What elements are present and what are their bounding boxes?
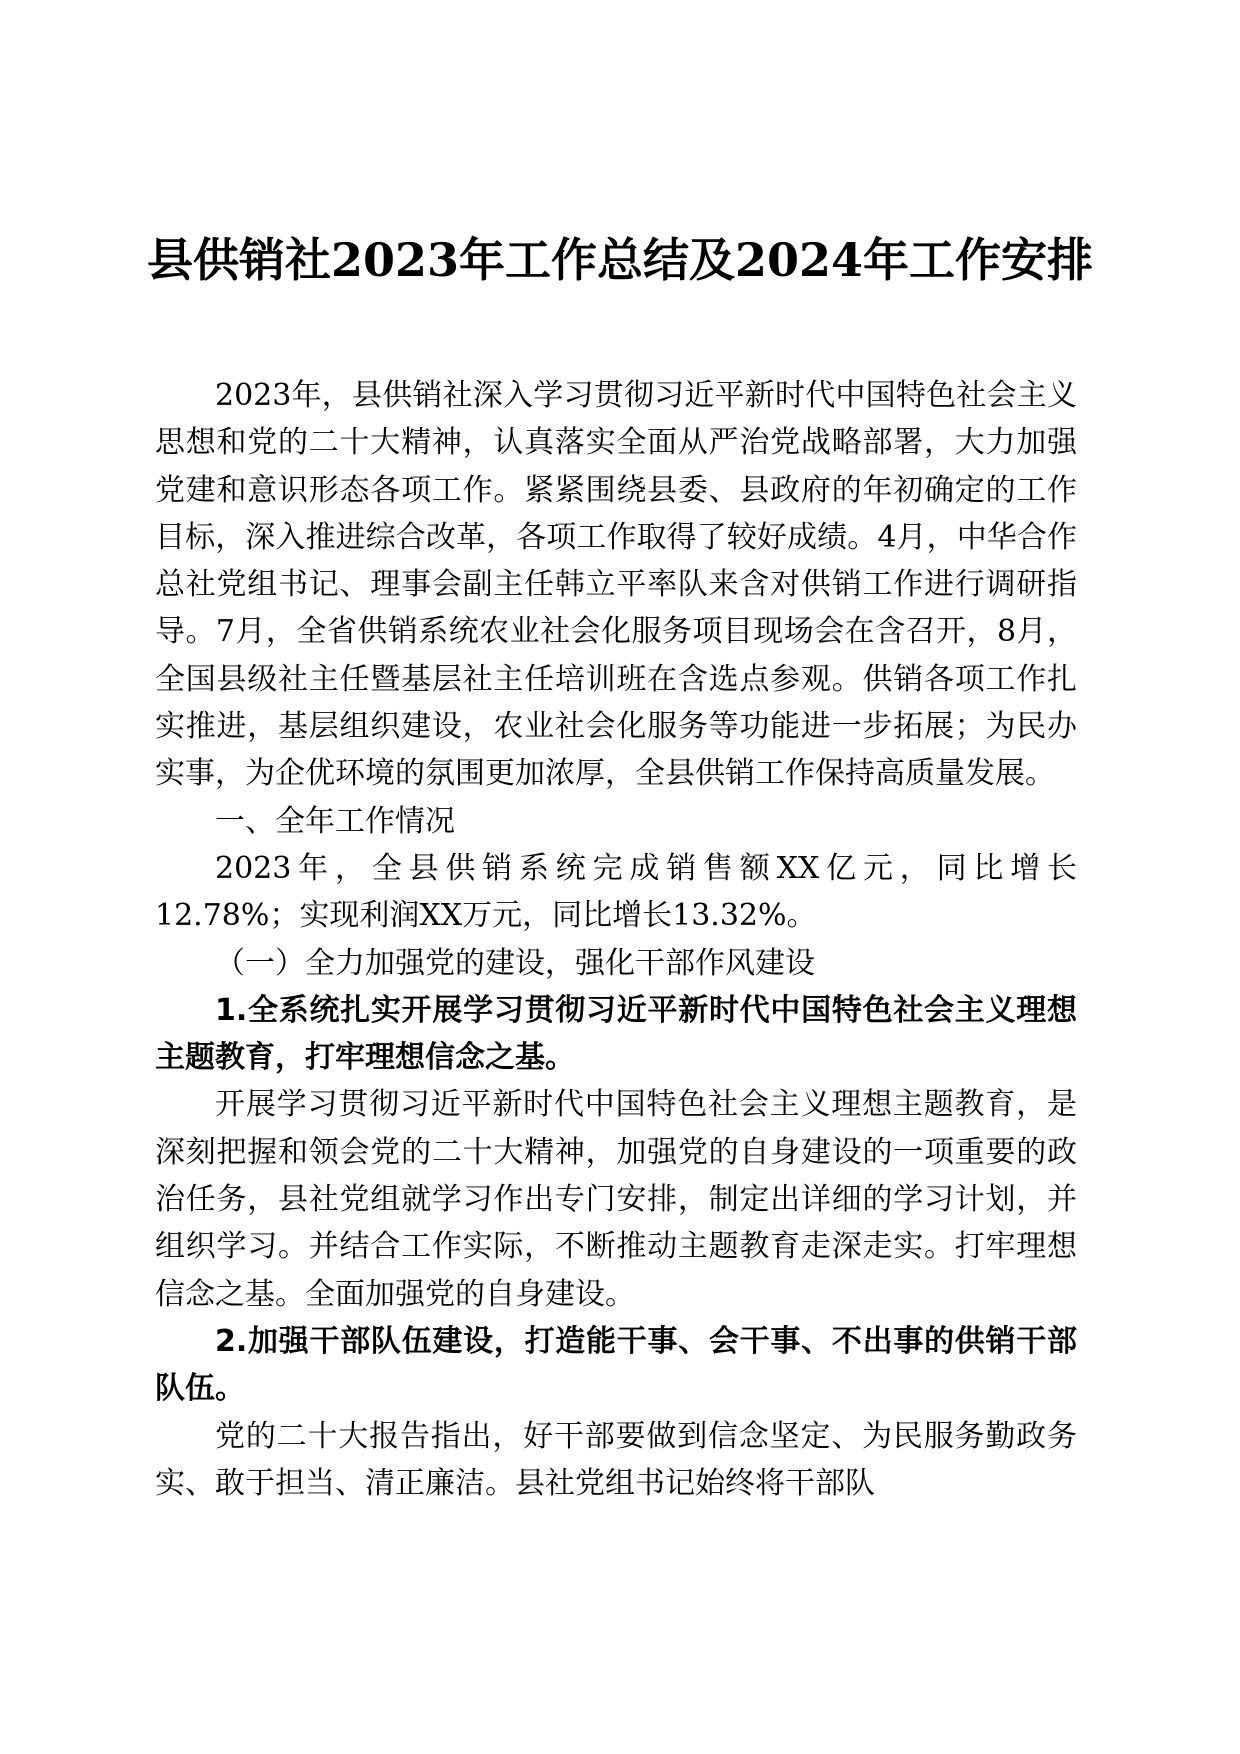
document-title: 县供销社2023年工作总结及2024年工作安排	[146, 233, 1094, 287]
subsection-heading-1: （一）全力加强党的建设，强化干部作风建设	[215, 945, 815, 981]
intro-paragraph: 2023年，县供销社深入学习贯彻习近平新时代中国特色社会主义思想和党的二十大精神，认真落实全面从严治党战略部署，大力加强党建和意识形态各项工作。紧紧围绕县委、县政府的年初确定的工作目标，深入推进综合改革，各项工作取得了较好成绩。4月，中华合作总社党组书记、理事会副主任韩立平率队来含对供销工作进行调研指导。7月，全省供销系统农业社会化服务项目现场会在含召开，8月，全国县级社主任暨基层社主任培训班在含选点参观。供销各项工作扎实推进，基层组织建设，农业社会化服务等功能进一步拓展；为民办实事，为企优环境的氛围更加浓厚，全县供销工作保持高质量发展。	[155, 378, 1077, 792]
document-body	[155, 372, 1077, 1507]
section-heading-1: 一、全年工作情况	[215, 803, 455, 839]
body-paragraph-1: 开展学习贯彻习近平新时代中国特色社会主义理想主题教育，是深刻把握和领会党的二十大精神，加强党的自身建设的一项重要的政治任务，县社党组就学习作出专门安排，制定出详细的学习计划，并组织学习。并结合工作实际，不断推动主题教育走深走实。打牢理想信念之基。全面加强党的自身建设。	[155, 1087, 1077, 1312]
summary-paragraph: 2023年，全县供销系统完成销售额XX亿元，同比增长12.78%；实现利润XX万元，同比增长13.32%。	[155, 850, 1077, 934]
body-paragraph-2: 党的二十大报告指出，好干部要做到信念坚定、为民服务勤政务实、敢于担当、清正廉洁。县社党组书记始终将干部队	[155, 1418, 1077, 1501]
item-heading-2: 2.加强干部队伍建设，打造能干事、会干事、不出事的供销干部队伍。	[155, 1323, 1077, 1407]
item-heading-1: 1.全系统扎实开展学习贯彻习近平新时代中国特色社会主义理想主题教育，打牢理想信念之基。	[155, 992, 1077, 1076]
